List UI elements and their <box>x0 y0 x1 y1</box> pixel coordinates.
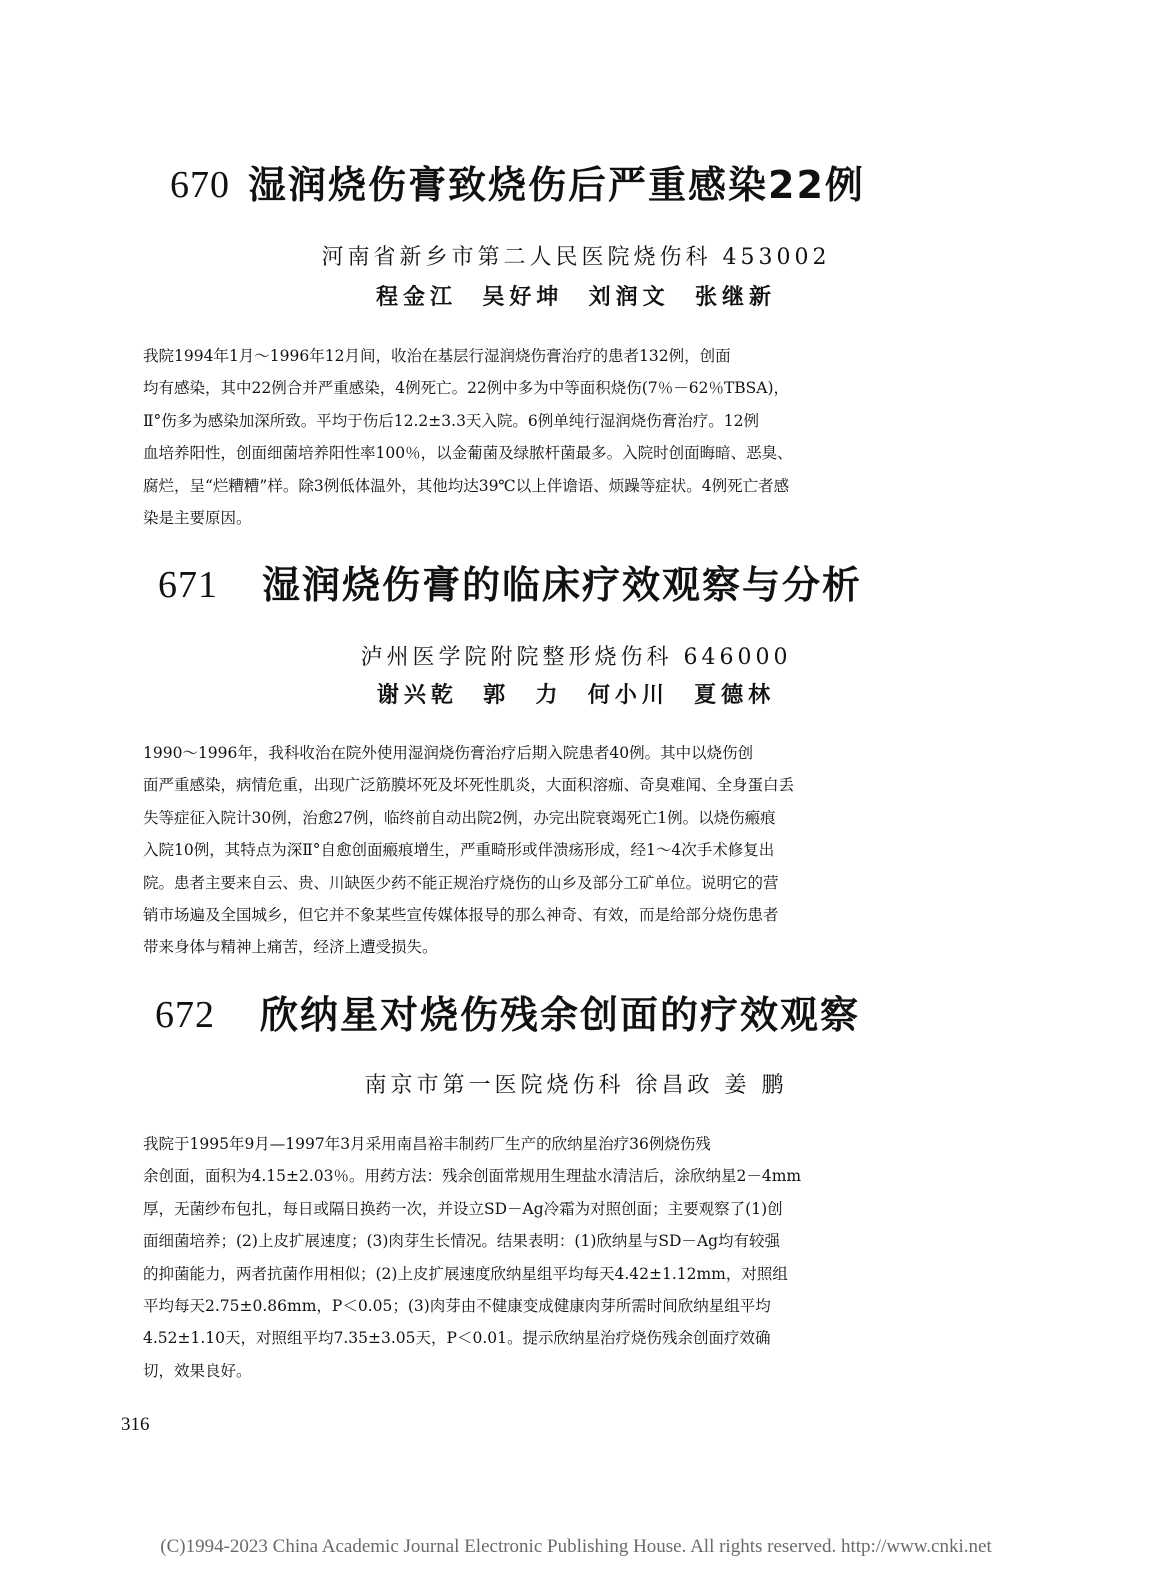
page-number: 316 <box>121 1414 150 1435</box>
article-title: 湿润烧伤膏致烧伤后严重感染22例 <box>248 163 865 207</box>
abstract-line: 的抑菌能力，两者抗菌作用相似；(2)上皮扩展速度欣纳星组平均每天4.42±1.12mm，对照组 <box>143 1264 788 1283</box>
abstract-line: 面严重感染，病情危重，出现广泛筋膜坏死及坏死性肌炎，大面积溶痂、奇臭难闻、全身蛋白丢 <box>143 776 795 795</box>
article-671-authors: 谢兴乾 郭 力 何小川 夏德林 <box>376 682 776 708</box>
article-670-authors: 程金江 吴好坤 刘润文 张继新 <box>376 284 776 310</box>
abstract-line: 4.52±1.10天，对照组平均7.35±3.05天，P＜0.01。提示欣纳星治疗烧伤残余创面疗效确 <box>143 1329 771 1348</box>
copyright-footer: (C)1994-2023 China Academic Journal Electronic Publishing House. All rights reserved. http://www.cnki.net <box>160 1536 992 1557</box>
abstract-line: 面细菌培养；(2)上皮扩展速度；(3)肉芽生长情况。结果表明：(1)欣纳星与SD－Ag均有较强 <box>143 1232 781 1251</box>
abstract-line: 销市场遍及全国城乡，但它并不象某些宣传媒体报导的那么神奇、有效，而是给部分烧伤患者 <box>143 905 779 924</box>
abstract-line: 院。患者主要来自云、贵、川缺医少药不能正规治疗烧伤的山乡及部分工矿单位。说明它的营 <box>143 873 779 892</box>
article-670-abstract <box>143 340 955 534</box>
article-671-abstract <box>143 737 955 964</box>
abstract-line: 入院10例，其特点为深Ⅱ°自愈创面瘢痕增生，严重畸形或伴溃疡形成，经1～4次手术修复出 <box>143 841 775 860</box>
abstract-line: 腐烂，呈“烂糟糟”样。除3例低体温外，其他均达39℃以上伴谵语、烦躁等症状。4例死亡者感 <box>143 476 790 495</box>
abstract-line: 失等症征入院计30例，治愈27例，临终前自动出院2例，办完出院衰竭死亡1例。以烧伤瘢痕 <box>143 808 776 827</box>
article-title: 欣纳星对烧伤残余创面的疗效观察 <box>260 993 861 1037</box>
abstract-line: 厚，无菌纱布包扎，每日或隔日换药一次，并设立SD－Ag冷霜为对照创面；主要观察了(1)创 <box>143 1199 783 1218</box>
article-670-heading <box>0 155 1152 215</box>
article-670-affiliation: 河南省新乡市第二人民医院烧伤科 453002 <box>321 245 831 270</box>
abstract-line: 余创面，面积为4.15±2.03％。用药方法：残余创面常规用生理盐水清洁后，涂欣纳星2－4mm <box>143 1167 802 1186</box>
abstract-line: 平均每天2.75±0.86mm，P＜0.05；(3)肉芽由不健康变成健康肉芽所需时间欣纳星组平均 <box>143 1296 771 1315</box>
article-title: 湿润烧伤膏的临床疗效观察与分析 <box>262 563 863 607</box>
abstract-line: 我院1994年1月～1996年12月间，收治在基层行湿润烧伤膏治疗的患者132例，创面 <box>143 347 731 365</box>
article-672-affiliation: 南京市第一医院烧伤科 徐昌政 姜 鹏 <box>364 1073 788 1098</box>
article-number: 671 <box>158 564 218 606</box>
article-number: 672 <box>155 994 215 1036</box>
abstract-line: 血培养阳性，创面细菌培养阳性率100％，以金葡菌及绿脓杆菌最多。入院时创面晦暗、恶臭、 <box>143 444 793 463</box>
article-672-heading <box>0 985 1152 1045</box>
abstract-line: 切，效果良好。 <box>143 1361 252 1380</box>
abstract-line: 染是主要原因。 <box>143 508 252 527</box>
article-672-abstract <box>143 1128 955 1387</box>
abstract-line: 1990～1996年，我科收治在院外使用湿润烧伤膏治疗后期入院患者40例。其中以烧伤创 <box>143 744 754 762</box>
abstract-line: 均有感染，其中22例合并严重感染，4例死亡。22例中多为中等面积烧伤(7％－62％TBSA)， <box>143 379 790 398</box>
abstract-line: Ⅱ°伤多为感染加深所致。平均于伤后12.2±3.3天入院。6例单纯行湿润烧伤膏治疗。12例 <box>143 411 760 430</box>
abstract-line: 我院于1995年9月—1997年3月采用南昌裕丰制药厂生产的欣纳星治疗36例烧伤残 <box>143 1135 711 1153</box>
abstract-line: 带来身体与精神上痛苦，经济上遭受损失。 <box>143 938 438 957</box>
article-number: 670 <box>170 164 230 206</box>
article-671-affiliation: 泸州医学院附院整形烧伤科 646000 <box>360 645 792 670</box>
article-671-heading <box>0 555 1152 615</box>
